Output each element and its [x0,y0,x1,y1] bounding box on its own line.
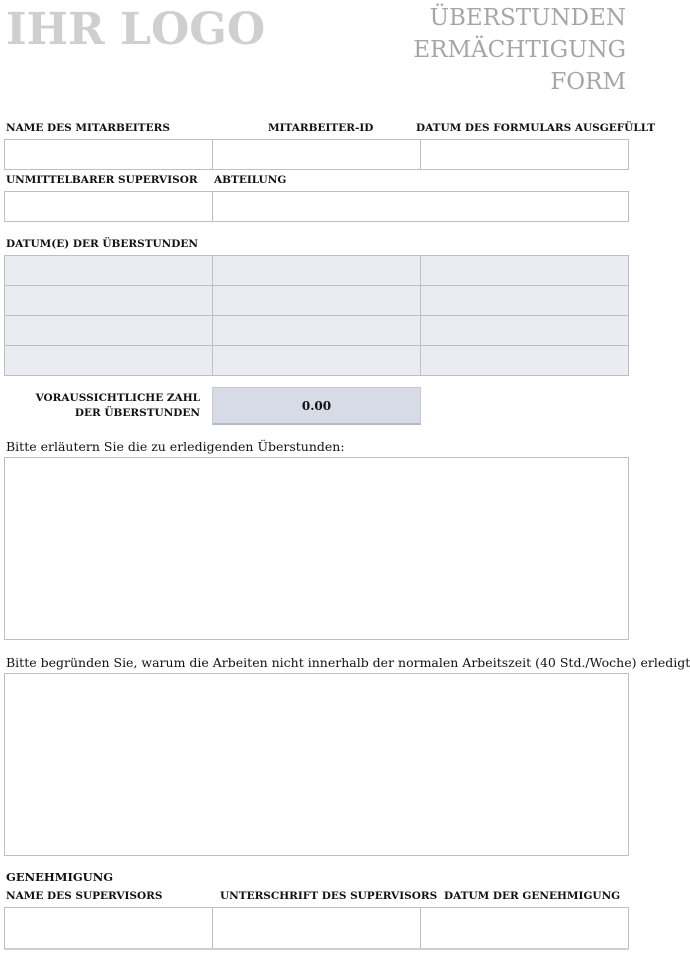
justify-textarea[interactable] [4,673,629,856]
company-logo: IHR LOGO [6,4,266,55]
overtime-date-cell[interactable] [4,315,213,346]
estimated-hours-label [10,391,200,421]
supervisor-label: UNMITTELBARER SUPERVISOR [6,174,198,186]
estimated-hours-label-line-2: DER ÜBERSTUNDEN [74,407,200,419]
supervisor-name-label: NAME DES SUPERVISORS [6,890,163,902]
form-date-label-clip [416,120,656,136]
approval-date-field[interactable] [420,907,629,950]
justify-prompt: Bitte begründen Sie, warum die Arbeiten nicht innerhalb der normalen Arbeitszeit (40 Std./Woche) erledigt [6,655,690,670]
overtime-date-cell[interactable] [420,315,629,346]
form-title [406,2,626,98]
estimated-hours-value[interactable]: 0.00 [212,387,421,425]
overtime-date-cell[interactable] [212,285,421,316]
form-title-line-1: ÜBERSTUNDEN [429,5,626,31]
explain-textarea[interactable] [4,457,629,640]
supervisor-field[interactable] [4,191,213,222]
overtime-dates-label: DATUM(E) DER ÜBERSTUNDEN [6,238,198,250]
employee-id-label: MITARBEITER-ID [268,122,374,134]
explain-prompt: Bitte erläutern Sie die zu erledigenden Überstunden: [6,439,345,454]
form-title-line-2: ERMÄCHTIGUNG [413,37,626,63]
employee-id-field[interactable] [212,139,421,170]
overtime-date-cell[interactable] [420,255,629,286]
supervisor-name-field[interactable] [4,907,213,950]
employee-name-label: NAME DES MITARBEITERS [6,122,170,134]
employee-name-field[interactable] [4,139,213,170]
form-title-line-3: FORM [550,69,626,95]
overtime-date-cell[interactable] [420,345,629,376]
approval-heading: GENEHMIGUNG [6,870,114,884]
form-date-label: DATUM DES FORMULARS AUSGEFÜLLT [416,122,656,134]
justify-prompt-clip [0,654,690,672]
supervisor-signature-field[interactable] [212,907,421,950]
approval-date-label: DATUM DER GENEHMIGUNG [444,890,621,902]
department-field[interactable] [212,191,629,222]
overtime-date-cell[interactable] [4,345,213,376]
estimated-hours-label-line-1: VORAUSSICHTLICHE ZAHL [35,392,200,404]
department-label: ABTEILUNG [214,174,287,186]
overtime-date-cell[interactable] [212,315,421,346]
overtime-date-cell[interactable] [4,255,213,286]
overtime-date-cell[interactable] [212,345,421,376]
overtime-date-cell[interactable] [212,255,421,286]
overtime-date-cell[interactable] [420,285,629,316]
overtime-date-cell[interactable] [4,285,213,316]
supervisor-signature-label: UNTERSCHRIFT DES SUPERVISORS [220,890,438,902]
form-date-field[interactable] [420,139,629,170]
